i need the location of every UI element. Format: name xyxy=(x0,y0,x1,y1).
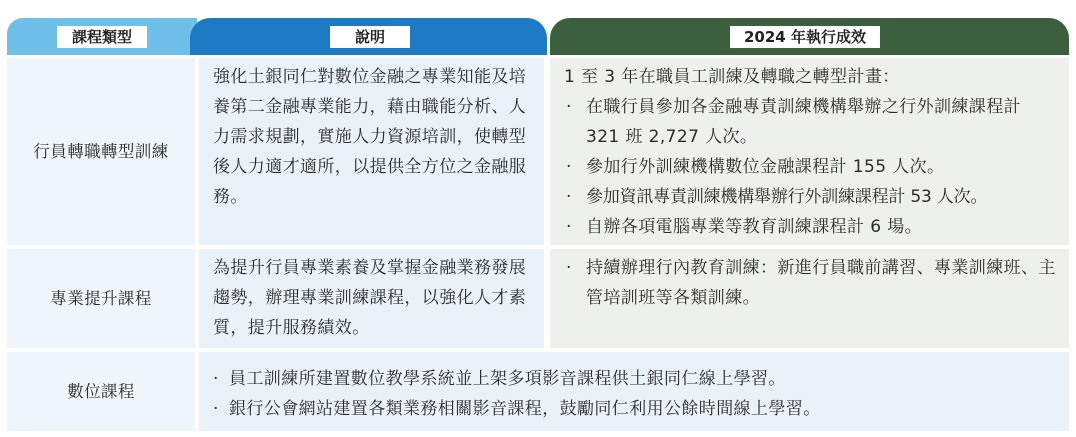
list-item: ‧ 自辦各項電腦專業等教育訓練課程計 6 場。 xyxy=(564,212,1059,242)
row-1-description: 強化土銀同仁對數位金融之專業知能及培養第二金融專業能力，藉由職能分析、人力需求規劃，實施人力資源培訓，使轉型後人力適才適所，以提供全方位之金融服務。 xyxy=(199,58,544,245)
header-description-label: 說明 xyxy=(330,26,410,48)
row-2-type-text: 專業提升課程 xyxy=(50,288,152,308)
row-1-results-intro: 1 至 3 年在職員工訓練及轉職之轉型計畫： xyxy=(564,67,900,87)
row-3-type-text: 數位課程 xyxy=(67,381,135,401)
header-results-label: 2024 年執行成效 xyxy=(730,26,880,48)
header-results xyxy=(550,18,1069,55)
row-3-type xyxy=(7,352,195,431)
row-3-items xyxy=(199,352,1069,431)
list-item: ‧ 在職行員參加各金融專責訓練機構舉辦之行外訓練課程計 321 班 2,727 人次。 xyxy=(564,92,1059,152)
list-item: ‧ 參加資訊專責訓練機構舉辦行外訓練課程計 53 人次。 xyxy=(564,182,1059,212)
header-description xyxy=(190,18,547,55)
row-2-results xyxy=(550,249,1069,348)
list-item: ‧ 員工訓練所建置數位教學系統並上架多項影音課程供土銀同仁線上學習。 xyxy=(213,364,1059,394)
row-1-type-text: 行員轉職轉型訓練 xyxy=(33,141,169,161)
row-2-description: 為提升行員專業素養及掌握金融業務發展趨勢，辦理專業訓練課程，以強化人才素質，提升服務績效。 xyxy=(199,249,544,348)
row-2-type xyxy=(7,249,195,348)
list-item: ‧ 參加行外訓練機構數位金融課程計 155 人次。 xyxy=(564,152,1059,182)
row-1-type xyxy=(7,58,195,245)
header-course-type xyxy=(7,18,197,55)
list-item: ‧ 持續辦理行內教育訓練：新進行員職前講習、專業訓練班、主管培訓班等各類訓練。 xyxy=(564,253,1059,313)
list-item: ‧ 銀行公會網站建置各類業務相關影音課程，鼓勵同仁利用公餘時間線上學習。 xyxy=(213,394,1059,424)
row-1-results xyxy=(550,58,1069,245)
header-course-type-label: 課程類型 xyxy=(57,26,147,48)
